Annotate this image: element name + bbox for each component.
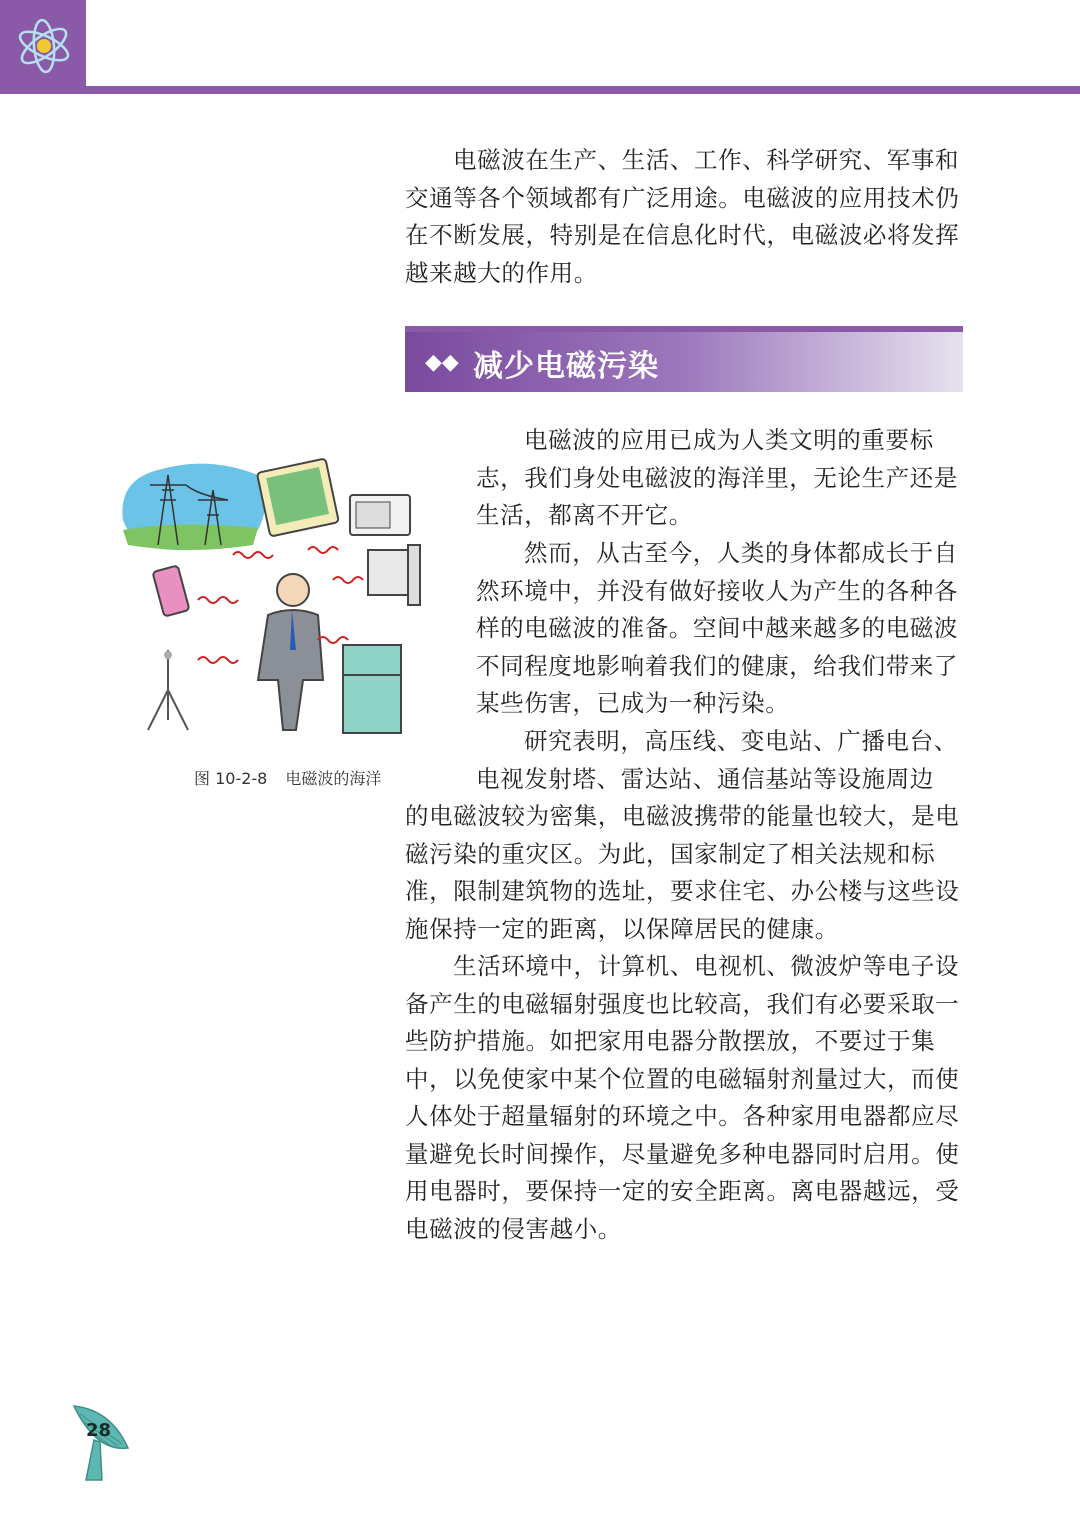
section-title: 减少电磁污染 xyxy=(473,349,659,384)
header-logo-box xyxy=(0,0,86,94)
paragraph-3-continued: 的电磁波较为密集，电磁波携带的能量也较大，是电磁污染的重灾区。为此，国家制定了相关法规和标准，限制建筑物的选址，要求住宅、办公楼与这些设施保持一定的距离，以保障居民的健康。 xyxy=(405,802,960,943)
intro-paragraph: 电磁波在生产、生活、工作、科学研究、军事和交通等各个领域都有广泛用途。电磁波的应用技术仍在不断发展，特别是在信息化时代，电磁波必将发挥越来越大的作用。 xyxy=(405,146,960,287)
section-heading-line xyxy=(405,326,963,332)
figure-caption xyxy=(194,766,399,789)
paragraph-1: 电磁波的应用已成为人类文明的重要标志，我们身处电磁波的海洋里，无论生产还是生活，都离不开它。 xyxy=(476,426,958,529)
page-number-satellite-dish-icon xyxy=(66,1400,136,1484)
header-bar xyxy=(86,86,1080,94)
electromagnetic-ocean-illustration xyxy=(118,450,448,740)
paragraph-2: 然而，从古至今，人类的身体都成长于自然环境中，并没有做好接收人为产生的各种各样的电磁波的准备。空间中越来越多的电磁波不同程度地影响着我们的健康，给我们带来了某些伤害，已成为一种污染。 xyxy=(476,539,958,717)
paragraph-4: 生活环境中，计算机、电视机、微波炉等电子设备产生的电磁辐射强度也比较高，我们有必要采取一些防护措施。如把家用电器分散摆放，不要过于集中，以免使家中某个位置的电磁辐射剂量过大，而使人体处于超量辐射的环境之中。各种家用电器都应尽量避免长时间操作，尽量避免多种电器同时启用。使用电器时，要保持一定的安全距离。离电器越远，受电磁波的侵害越小。 xyxy=(405,952,960,1243)
paragraph-3-start: 研究表明，高压线、变电站、广播电台、电视发射塔、雷达站、通信基站等设施周边 xyxy=(476,727,958,793)
diamond-bullet-icon: ◆◆ xyxy=(425,350,459,375)
page-number: 28 xyxy=(86,1420,112,1441)
figure-number: 图 10-2-8 xyxy=(194,769,268,788)
atom-logo-icon xyxy=(14,16,74,76)
figure-title: 电磁波的海洋 xyxy=(285,769,382,788)
section-heading xyxy=(405,326,963,392)
